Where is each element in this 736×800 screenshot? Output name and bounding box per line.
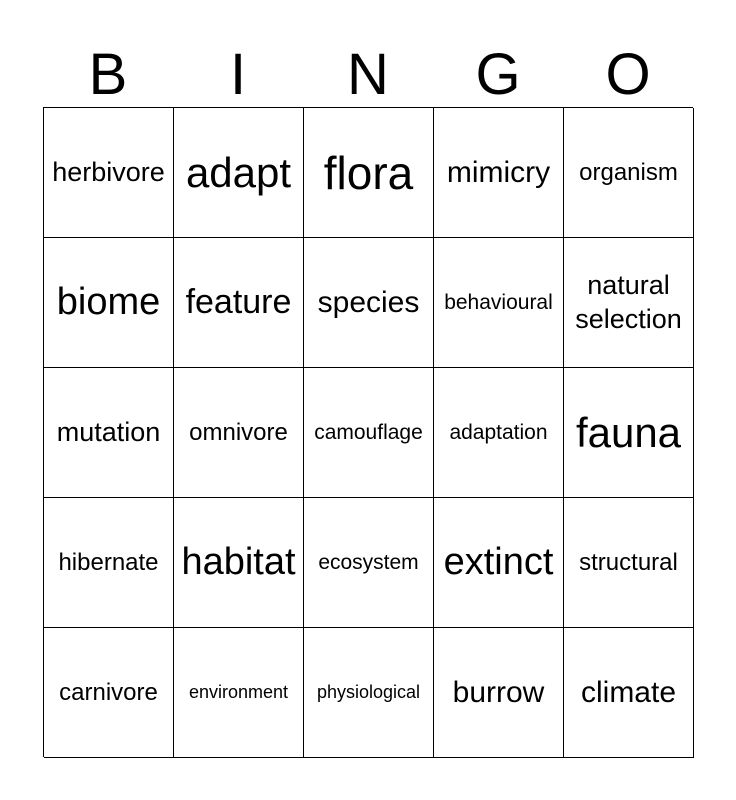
header-letter-n: N bbox=[347, 42, 389, 107]
cell-word: adapt bbox=[185, 148, 292, 196]
bingo-cell[interactable] bbox=[44, 498, 174, 628]
cell-word: natural selection bbox=[575, 269, 682, 334]
cell-word: structural bbox=[579, 548, 678, 576]
bingo-cell[interactable] bbox=[44, 628, 174, 758]
cell-word: hibernate bbox=[58, 548, 159, 576]
bingo-cell[interactable] bbox=[174, 368, 304, 498]
header-letter-o: O bbox=[605, 42, 651, 107]
cell-word: habitat bbox=[181, 541, 296, 583]
cell-word: carnivore bbox=[59, 678, 158, 706]
bingo-cell[interactable] bbox=[434, 238, 564, 368]
header-letter-b: B bbox=[88, 42, 128, 107]
bingo-cell[interactable] bbox=[434, 368, 564, 498]
header-letter-g: G bbox=[475, 42, 521, 107]
bingo-cell[interactable] bbox=[304, 238, 434, 368]
cell-word: mimicry bbox=[446, 155, 551, 189]
cell-word: climate bbox=[580, 675, 677, 709]
cell-word: physiological bbox=[316, 682, 421, 702]
bingo-cell[interactable] bbox=[564, 628, 694, 758]
bingo-header bbox=[43, 42, 693, 108]
cell-word: biome bbox=[56, 281, 161, 323]
cell-word: flora bbox=[323, 146, 414, 199]
bingo-cell[interactable] bbox=[174, 108, 304, 238]
cell-word: behavioural bbox=[444, 290, 553, 314]
bingo-cell[interactable] bbox=[174, 238, 304, 368]
cell-word: species bbox=[317, 285, 420, 319]
bingo-cell[interactable] bbox=[44, 108, 174, 238]
bingo-cell[interactable] bbox=[44, 368, 174, 498]
cell-word: omnivore bbox=[189, 418, 288, 446]
cell-word: fauna bbox=[575, 408, 682, 456]
bingo-cell[interactable] bbox=[44, 238, 174, 368]
bingo-cell[interactable] bbox=[564, 498, 694, 628]
bingo-cell[interactable] bbox=[174, 498, 304, 628]
bingo-cell[interactable] bbox=[304, 628, 434, 758]
bingo-cell[interactable] bbox=[304, 108, 434, 238]
cell-word: mutation bbox=[56, 417, 161, 447]
cell-word: adaptation bbox=[449, 420, 548, 444]
cell-word: burrow bbox=[452, 675, 545, 709]
bingo-grid bbox=[43, 107, 693, 757]
cell-word: feature bbox=[185, 283, 292, 321]
bingo-cell[interactable] bbox=[174, 628, 304, 758]
cell-word: camouflage bbox=[314, 420, 423, 444]
bingo-cell[interactable] bbox=[434, 108, 564, 238]
cell-word: extinct bbox=[443, 541, 554, 583]
cell-word: organism bbox=[579, 158, 678, 186]
cell-word: ecosystem bbox=[318, 550, 419, 574]
bingo-cell[interactable] bbox=[434, 498, 564, 628]
bingo-cell[interactable] bbox=[564, 108, 694, 238]
bingo-cell[interactable] bbox=[304, 498, 434, 628]
bingo-cell[interactable] bbox=[564, 238, 694, 368]
cell-word: environment bbox=[188, 682, 289, 702]
bingo-cell[interactable] bbox=[564, 368, 694, 498]
header-letter-i: I bbox=[229, 42, 247, 107]
bingo-cell[interactable] bbox=[304, 368, 434, 498]
cell-word: herbivore bbox=[52, 157, 165, 187]
bingo-cell[interactable] bbox=[434, 628, 564, 758]
